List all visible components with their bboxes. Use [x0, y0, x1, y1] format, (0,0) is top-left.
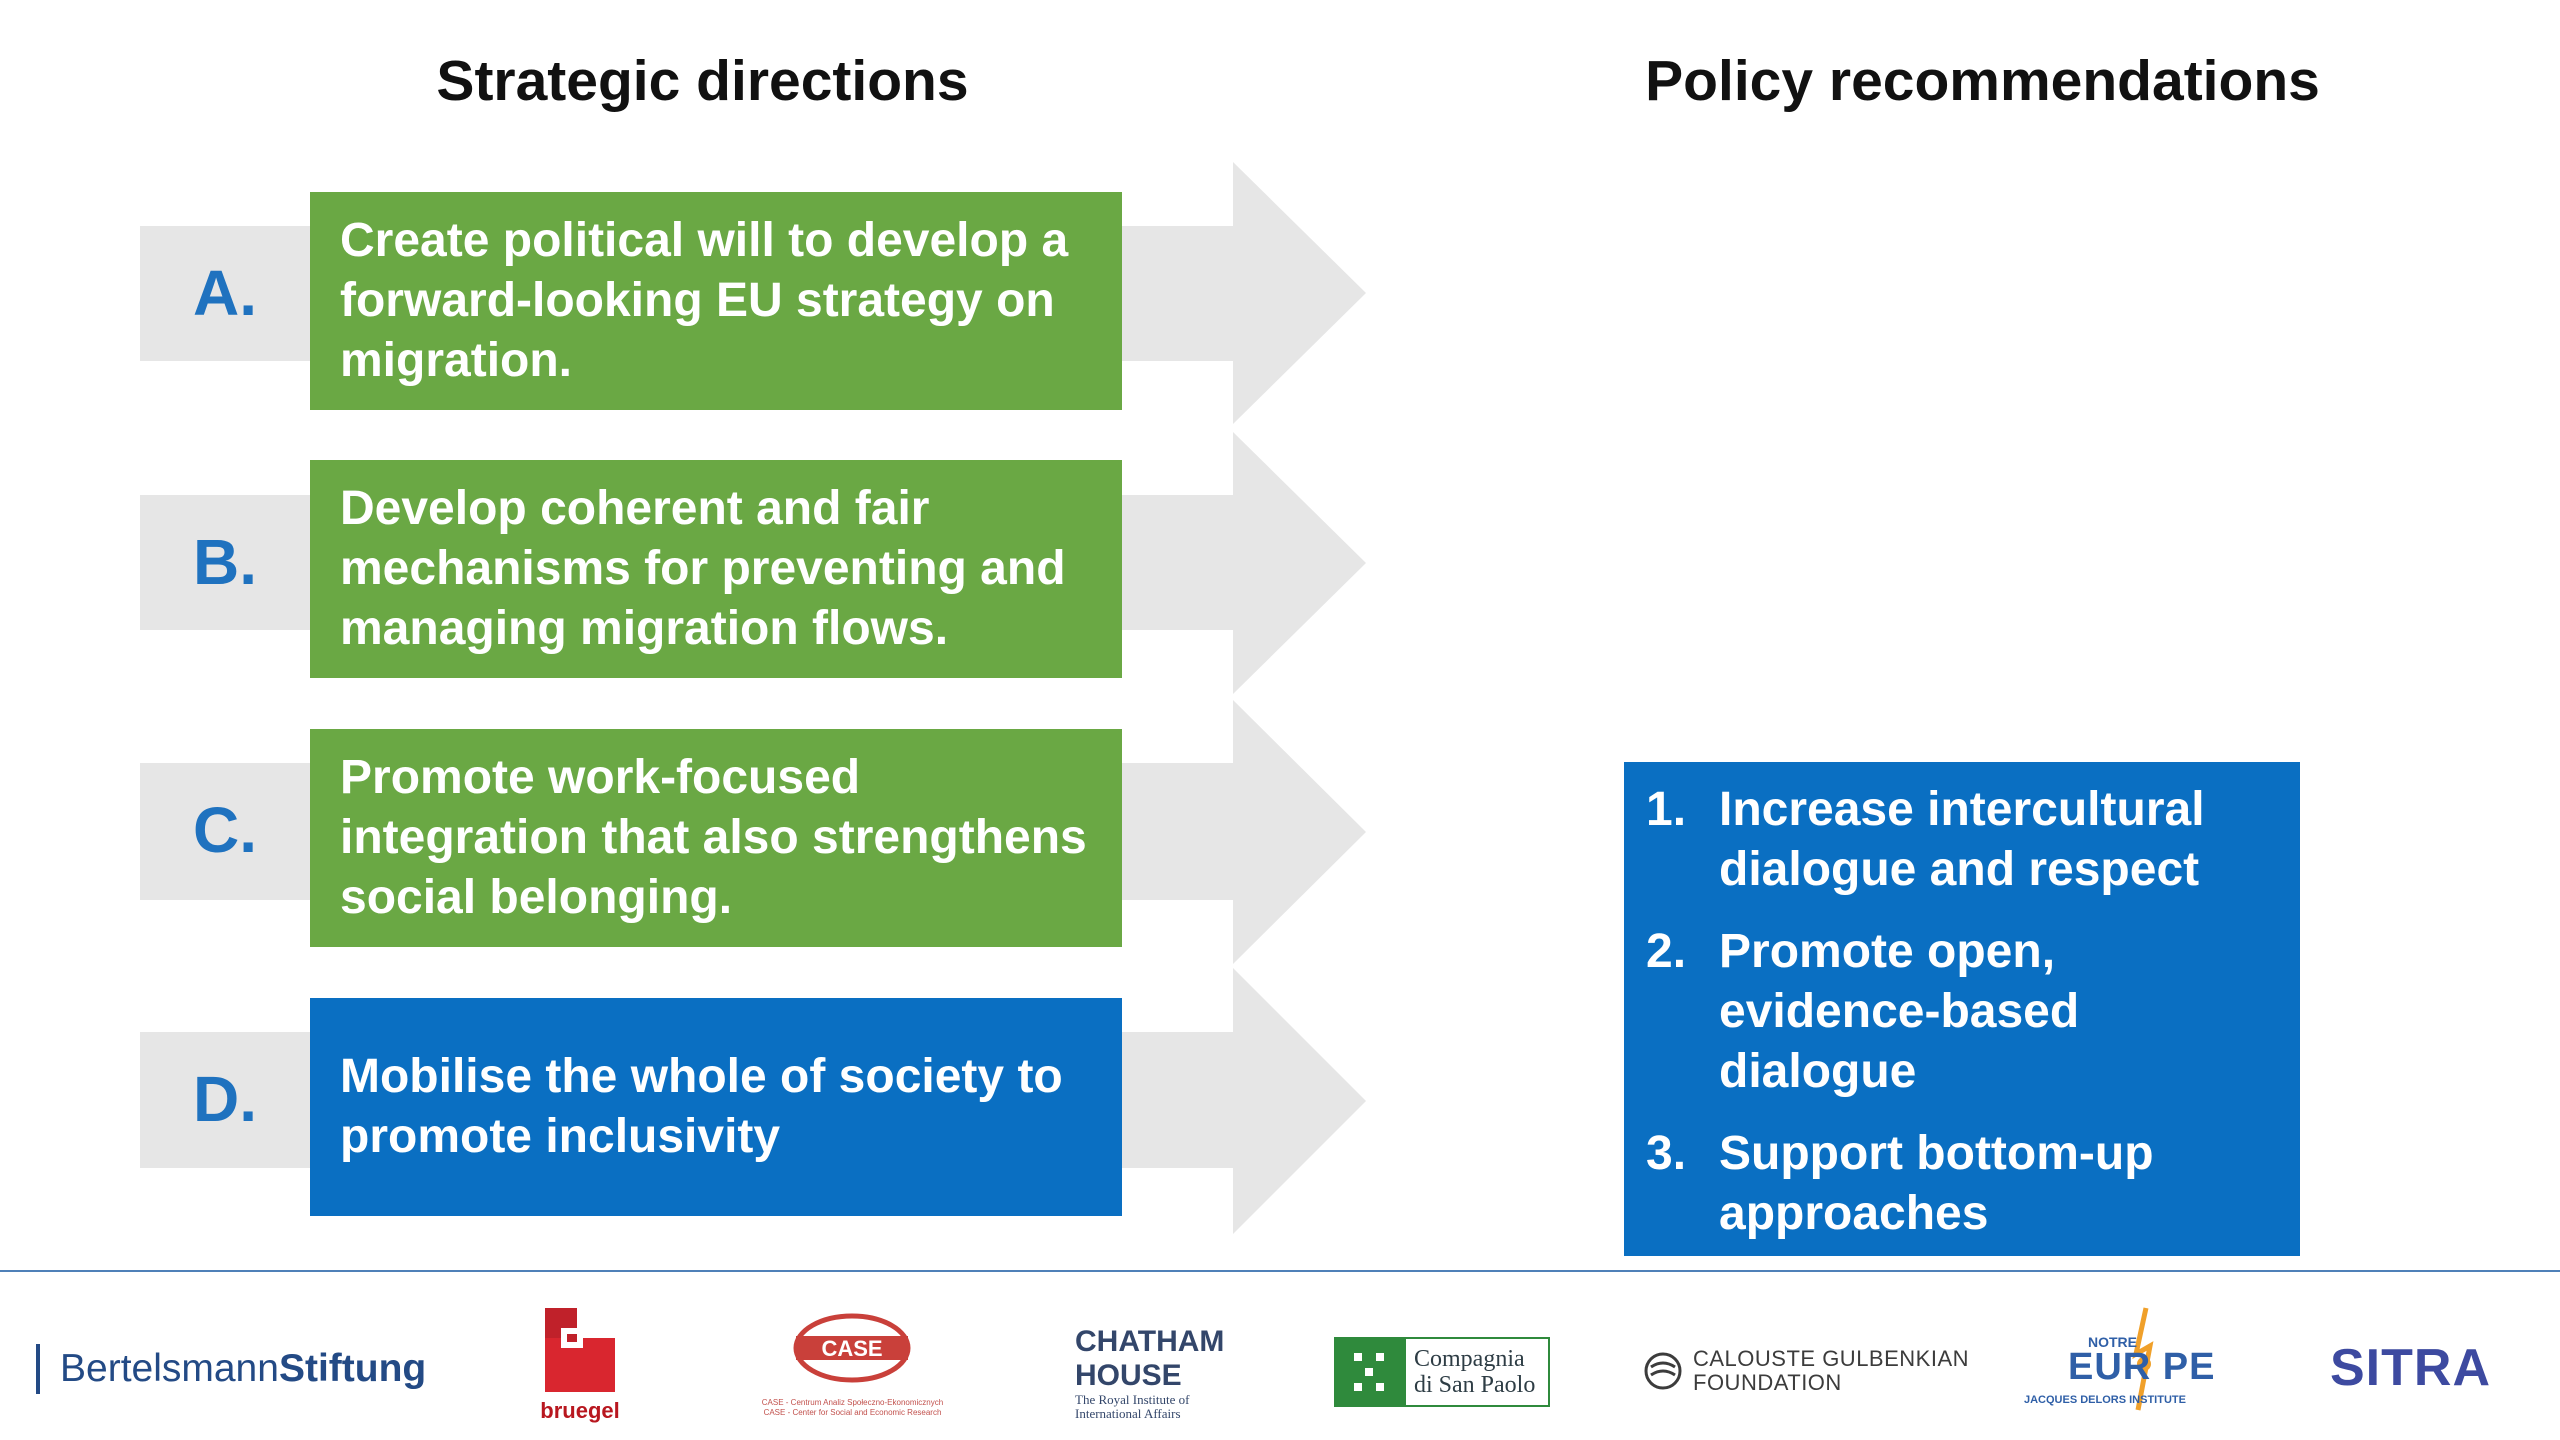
- direction-box-c: [310, 729, 1122, 947]
- case-mark-text: CASE: [821, 1336, 883, 1361]
- gulbenkian-line-2: FOUNDATION: [1693, 1370, 1842, 1395]
- recommendation-number: 1.: [1646, 783, 1687, 836]
- chatham-line-3: The Royal Institute of: [1075, 1392, 1190, 1407]
- recommendation-item: [1646, 780, 2278, 900]
- bruegel-logo: [535, 1306, 625, 1421]
- jacques-delors-text: JACQUES DELORS INSTITUTE: [2024, 1394, 2186, 1406]
- sitra-logo: SITRA: [2330, 1339, 2491, 1397]
- direction-text-c: Promote work-focused integration that also strengthens social belonging.: [340, 751, 1087, 924]
- case-line-2: CASE - Center for Social and Economic Research: [763, 1408, 942, 1417]
- case-logo: [730, 1304, 975, 1424]
- logo-bar: [36, 1344, 40, 1394]
- compagnia-di-san-paolo-logo: [1334, 1337, 1550, 1407]
- recommendation-number: 2.: [1646, 925, 1687, 978]
- direction-letter-b: B.: [193, 525, 257, 598]
- recommendation-text: Promote open, evidence-based dialogue: [1719, 925, 2080, 1098]
- bertelsmann-text: Bertelsmann: [60, 1347, 279, 1390]
- recommendation-item: [1646, 1124, 2278, 1244]
- direction-text-a: Create political will to develop a forward-looking EU strategy on migration.: [340, 214, 1069, 387]
- recommendation-number: 3.: [1646, 1127, 1687, 1180]
- direction-letter-a: A.: [193, 256, 257, 329]
- chatham-line-2: HOUSE: [1075, 1359, 1182, 1392]
- gulbenkian-line-1: CALOUSTE GULBENKIAN: [1693, 1346, 1970, 1371]
- europe-text: EUR PE: [2068, 1346, 2216, 1388]
- compagnia-line-2: di San Paolo: [1414, 1372, 1536, 1398]
- chatham-house-logo: [1075, 1325, 1225, 1420]
- direction-box-a: [310, 192, 1122, 410]
- recommendation-text: Increase intercultural dialogue and respect: [1719, 783, 2205, 896]
- policy-recommendations-heading: Policy recommendations: [1645, 49, 2320, 113]
- direction-box-d: [310, 998, 1122, 1216]
- direction-box-b: [310, 460, 1122, 678]
- gulbenkian-mark-icon: [1643, 1351, 1683, 1391]
- direction-text-d: Mobilise the whole of society to promote inclusivity: [340, 1050, 1063, 1163]
- notre-europe-logo: [2018, 1306, 2273, 1416]
- recommendation-item: [1646, 922, 2278, 1102]
- bruegel-text: bruegel: [540, 1398, 620, 1423]
- stiftung-text: Stiftung: [278, 1347, 427, 1390]
- case-line-1: CASE - Centrum Analiz Społeczno-Ekonomicznych: [761, 1398, 944, 1407]
- direction-letter-c: C.: [193, 793, 257, 866]
- chatham-line-1: CHATHAM: [1075, 1325, 1225, 1358]
- direction-text-b: Develop coherent and fair mechanisms for preventing and managing migration flows.: [340, 482, 1066, 655]
- recommendation-text: Support bottom-up approaches: [1719, 1127, 2154, 1240]
- bruegel-mark-icon: [535, 1306, 625, 1398]
- footer-divider: [0, 1270, 2560, 1272]
- strategic-directions-heading: Strategic directions: [436, 49, 969, 113]
- compagnia-mark-icon: [1336, 1339, 1406, 1405]
- case-mark-icon: [730, 1304, 975, 1394]
- chatham-line-4: International Affairs: [1075, 1406, 1181, 1421]
- notre-text: NOTRE: [2088, 1334, 2137, 1350]
- policy-recommendations-box: [1624, 762, 2300, 1256]
- bertelsmann-stiftung-logo: [36, 1344, 426, 1394]
- compagnia-line-1: Compagnia: [1414, 1346, 1525, 1372]
- calouste-gulbenkian-logo: [1643, 1347, 1969, 1395]
- direction-letter-d: D.: [193, 1062, 257, 1135]
